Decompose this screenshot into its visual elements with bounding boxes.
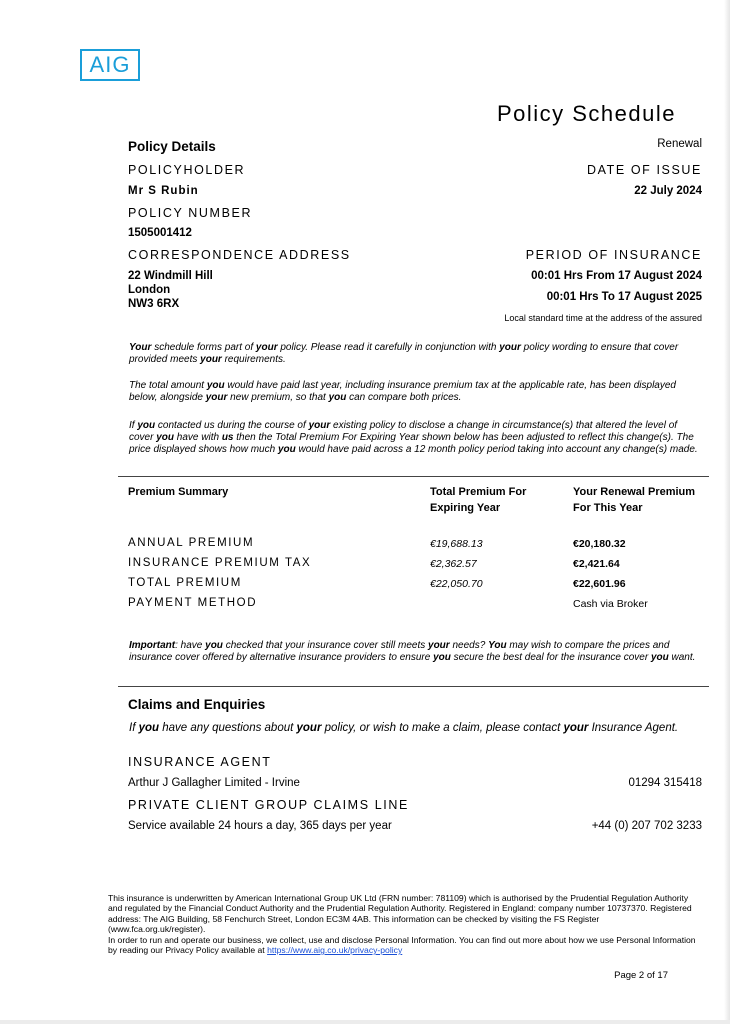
divider [118, 686, 709, 687]
claims-line-phone: +44 (0) 207 702 3233 [591, 820, 702, 832]
table-row-expiring: €22,050.70 [430, 578, 483, 590]
emphasis-text: you [433, 652, 451, 663]
table-row-label: TOTAL PREMIUM [128, 577, 242, 589]
table-row-expiring: €2,362.57 [430, 558, 477, 570]
period-to: 00:01 Hrs To 17 August 2025 [546, 291, 702, 303]
date-of-issue: 22 July 2024 [634, 185, 702, 197]
body-text: schedule forms part of [151, 342, 256, 353]
table-row-renewal: €2,421.64 [573, 558, 620, 570]
body-text: policy wording to ensure that cover provided meets [129, 342, 679, 365]
body-text: want. [668, 652, 696, 663]
emphasis-text: you [156, 432, 175, 443]
renewal-label: Renewal [657, 138, 702, 150]
insurance-agent-name: Arthur J Gallagher Limited - Irvine [128, 777, 300, 789]
important-paragraph [129, 640, 704, 664]
emphasis-text: us [221, 432, 234, 443]
emphasis-text: your [255, 342, 278, 353]
table-row-renewal: €20,180.32 [573, 538, 626, 550]
body-text: have with [174, 432, 222, 443]
body-text: policy. Please read it carefully in conjunction with [277, 342, 500, 353]
period-of-insurance-label: PERIOD OF INSURANCE [525, 248, 702, 262]
body-text: then the Total Premium For Expiring Year shown below has been adjusted to reflect this change(s). The price displayed shows how much [129, 432, 694, 455]
date-of-issue-label: DATE OF ISSUE [586, 163, 702, 177]
local-time-note: Local standard time at the address of the assured [504, 313, 702, 323]
body-text: existing policy to disclose a change in circumstance(s) that altered the level of cover [129, 420, 678, 443]
claims-intro [129, 721, 704, 735]
address-line-3: NW3 6RX [128, 298, 180, 310]
body-text: secure the best deal for the insurance cover [450, 652, 651, 663]
body-text: If [129, 722, 139, 734]
address-line-2: London [128, 284, 171, 296]
emphasis-text: your [428, 640, 450, 651]
emphasis-text: your [308, 420, 331, 431]
emphasis-text: you [650, 652, 669, 663]
period-from: 00:01 Hrs From 17 August 2024 [531, 270, 702, 282]
body-text: needs? [449, 640, 489, 651]
body-text: The total amount [129, 380, 207, 391]
body-text: contacted us during the course of [155, 420, 309, 431]
schedule-paragraph [129, 342, 704, 366]
emphasis-text: you [137, 420, 156, 431]
emphasis-text: you [205, 640, 223, 651]
body-text: would have paid last year, including insurance premium tax at the applicable rate, has been displayed below, alongside [129, 380, 676, 403]
emphasis-text: Your [129, 342, 152, 353]
body-text: new premium, so that [227, 392, 329, 403]
emphasis-text: your [200, 354, 222, 365]
emphasis-text: you [138, 722, 160, 734]
emphasis-text: you [206, 380, 225, 391]
claims-line-label: PRIVATE CLIENT GROUP CLAIMS LINE [128, 798, 409, 812]
payment-method-label: PAYMENT METHOD [128, 597, 258, 609]
table-row-label: INSURANCE PREMIUM TAX [128, 557, 312, 569]
payment-method-value: Cash via Broker [573, 598, 648, 610]
body-text: would have paid across a 12 month policy period taking into account any change(s) made. [295, 444, 698, 455]
page-title: Policy Schedule [496, 101, 676, 126]
claims-heading: Claims and Enquiries [128, 697, 266, 712]
insurance-agent-label: INSURANCE AGENT [128, 755, 272, 769]
divider [118, 476, 709, 477]
aig-logo: AIG [80, 49, 140, 81]
emphasis-text: your [499, 342, 521, 353]
emphasis-text: you [328, 392, 347, 403]
correspondence-address-label: CORRESPONDENCE ADDRESS [128, 248, 351, 262]
body-text: requirements. [221, 354, 286, 365]
regulatory-footer [108, 893, 698, 955]
table-row-label: ANNUAL PREMIUM [128, 537, 255, 549]
emphasis-text: your [563, 722, 589, 734]
claims-line-text: Service available 24 hours a day, 365 days per year [128, 820, 392, 832]
emphasis-text: you [277, 444, 296, 455]
total-amount-paragraph [129, 380, 704, 404]
page-number: Page 2 of 17 [614, 970, 668, 981]
policy-number-label: POLICY NUMBER [128, 206, 253, 220]
col-expiring-header: Total Premium For Expiring Year [430, 486, 527, 514]
policy-number: 1505001412 [128, 227, 192, 239]
policy-details-heading: Policy Details [128, 139, 216, 154]
body-text: If [129, 420, 138, 431]
body-text: policy, or wish to make a claim, please contact [321, 722, 564, 734]
policyholder-name: Mr S Rubin [128, 185, 199, 197]
col-renewal-header: Your Renewal Premium For This Year [573, 486, 696, 514]
policyholder-label: POLICYHOLDER [128, 163, 246, 177]
emphasis-text: Important [129, 640, 176, 651]
emphasis-text: your [205, 392, 228, 403]
table-row-renewal: €22,601.96 [573, 578, 626, 590]
change-circumstance-paragraph [129, 420, 704, 456]
emphasis-text: your [296, 722, 322, 734]
emphasis-text: You [488, 640, 507, 651]
privacy-text [108, 935, 698, 956]
page-edge-shadow [724, 0, 730, 1024]
privacy-policy-link[interactable]: https://www.aig.co.uk/privacy-policy [267, 945, 403, 956]
body-text: : have [175, 640, 206, 651]
table-row-expiring: €19,688.13 [430, 538, 483, 550]
address-line-1: 22 Windmill Hill [128, 270, 213, 282]
underwriter-text: This insurance is underwritten by American International Group UK Ltd (FRN number: 781109) which is authorised by the Prudential Regulation Authority and regulated by the Financial Conduct Authority and the Prudential Regulation Authority. Registered in England: company number 10737370. Registered address: The AIG Building, 58 Fenchurch Street, London EC3M 4AB. This information can be checked by visiting the FS Register (www.fca.org.uk/register). [108, 893, 692, 935]
body-text: can compare both prices. [346, 392, 462, 403]
body-text: checked that your insurance cover still meets [222, 640, 429, 651]
premium-summary-heading: Premium Summary [128, 486, 229, 498]
body-text: may wish to compare the prices and insurance cover offered by alternative insurance providers to ensure [129, 640, 670, 663]
page-bottom-edge [0, 1020, 730, 1024]
privacy-text-body: In order to run and operate our business, we collect, use and disclose Personal Information. You can find out more about how we use Personal Information by reading our Privacy Policy available at [108, 934, 696, 956]
body-text: Insurance Agent. [588, 722, 679, 734]
insurance-agent-phone: 01294 315418 [628, 777, 702, 789]
body-text: have any questions about [159, 722, 297, 734]
